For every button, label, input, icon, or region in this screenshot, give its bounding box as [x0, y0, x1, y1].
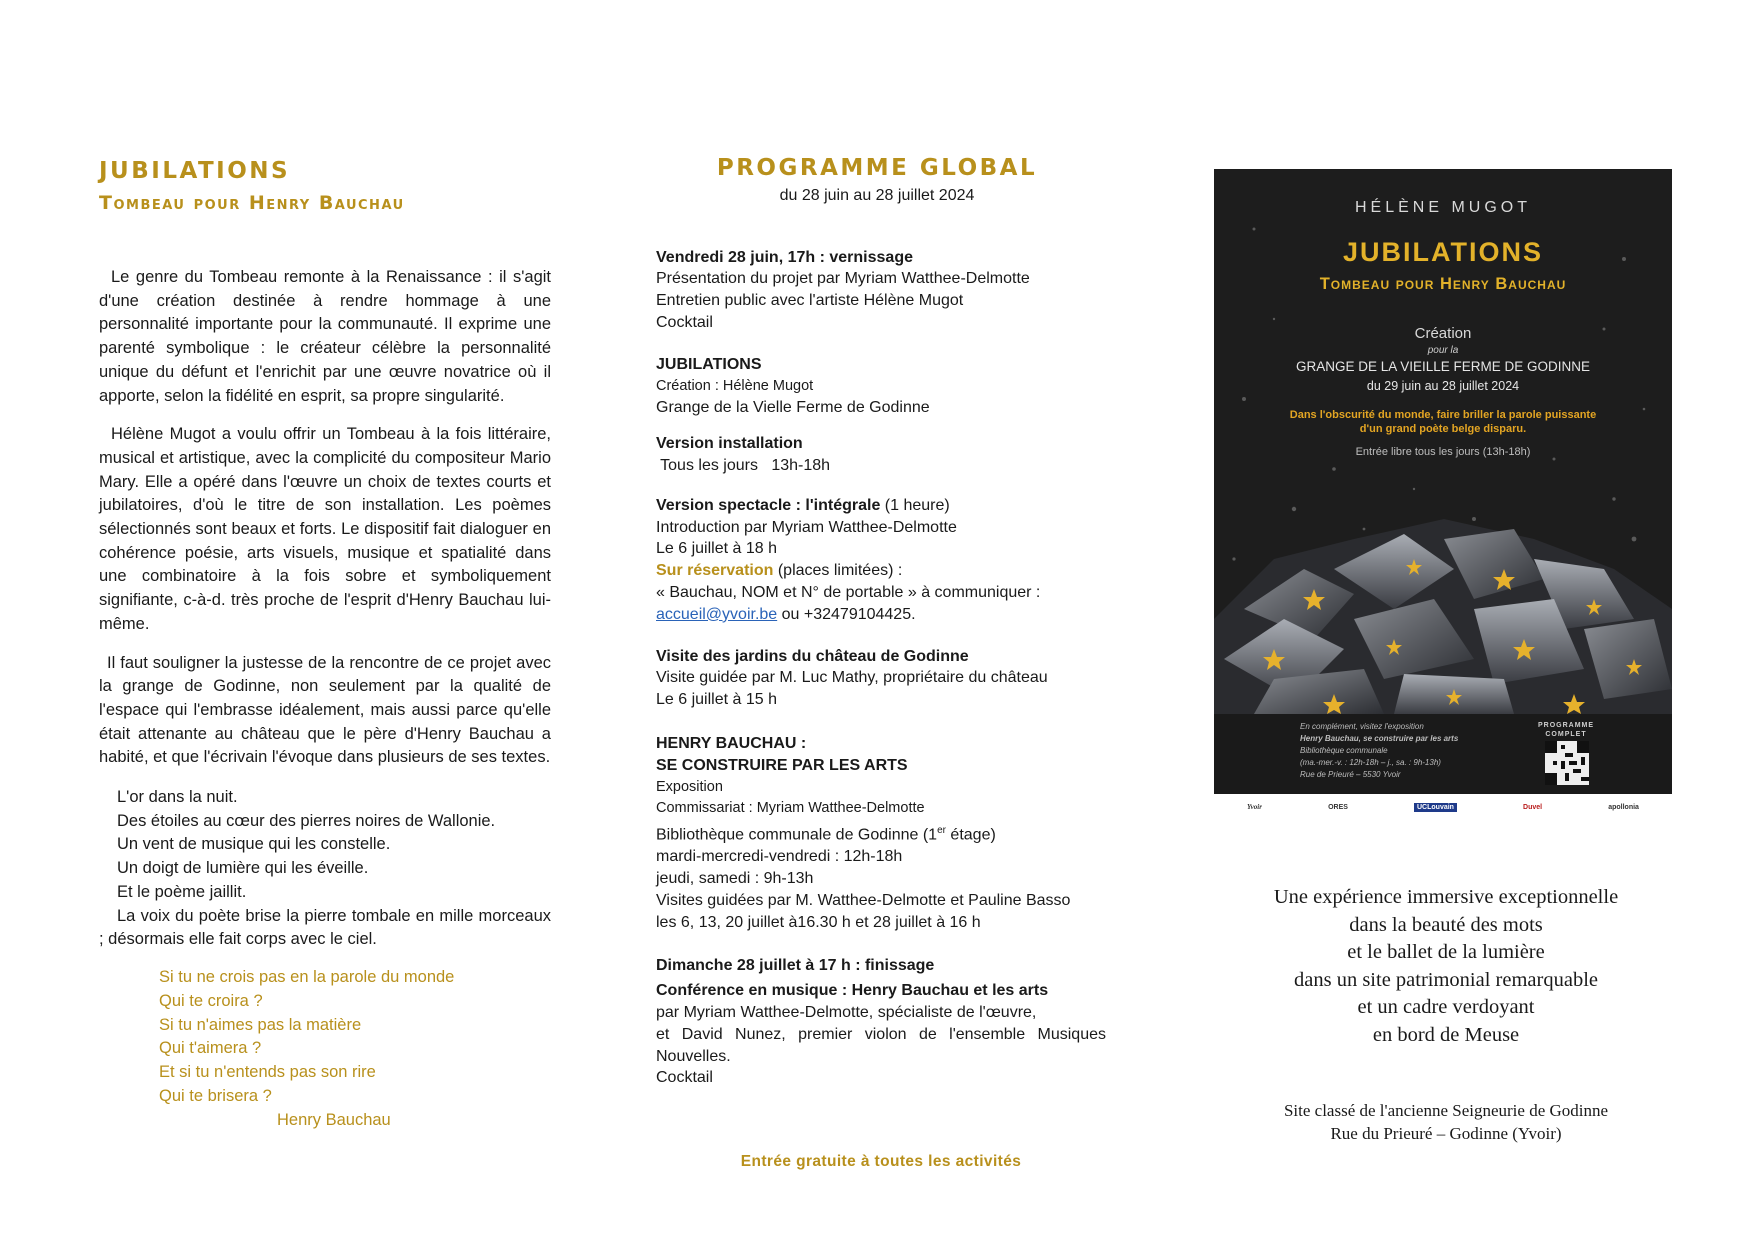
mugot-paragraph: Hélène Mugot a voulu offrir un Tombeau à la fois littéraire, musical et artistique, avec la complicité du compositeur Mario Mary. Elle a opéré dans l'œuvre un choix de textes courts et jubilatoires, d'où le titre de son installation. Les poèmes sélectionnés sont beaux et forts. Le dispositif fait dialoguer en cohérence poésie, arts visuels, musique et spatialité dans une combinatoire à la fois sobre et symboliquement signifiante, c-à-d. très proche de l'esprit d'Henry Bauchau lui-même.: [99, 425, 551, 633]
programme-title: PROGRAMME GLOBAL: [716, 155, 1038, 181]
poem-line: Un vent de musique qui les constelle.: [117, 835, 391, 854]
experience-line: en bord de Meuse: [1372, 1023, 1520, 1046]
block-line: « Bauchau, NOM et N° de portable » à communiquer :: [656, 583, 1041, 601]
poster-author: HÉLÈNE MUGOT: [1354, 199, 1531, 216]
block-heading: SE CONSTRUIRE PAR LES ARTS: [656, 756, 908, 774]
block-heading: Conférence en musique : Henry Bauchau et les arts: [656, 982, 1049, 1000]
poster-grange: GRANGE DE LA VIEILLE FERME DE GODINNE: [1295, 359, 1591, 374]
block-line: Exposition: [656, 778, 723, 795]
block-line: Entretien public avec l'artiste Hélène Mugot: [656, 292, 964, 310]
phone-text: ou +32479104425.: [777, 605, 916, 623]
experience-line: et le ballet de la lumière: [1347, 941, 1545, 964]
poem-line: Des étoiles au cœur des pierres noires de Wallonie.: [117, 811, 496, 830]
lieu-sup: er: [937, 825, 946, 837]
block-line: Commissariat : Myriam Watthee-Delmotte: [656, 800, 925, 817]
bauchau-quote: [99, 966, 551, 1133]
poem-line: L'or dans la nuit.: [117, 788, 238, 807]
footer-line: Rue de Prieuré – 5530 Yvoir: [1300, 770, 1401, 779]
block-line: et David Nunez, premier violon de l'ensemble Musiques Nouvelles.: [656, 1025, 1106, 1065]
block-line: Le 6 juillet à 18 h: [656, 540, 777, 558]
poster-subtitle: Tombeau pour Henry Bauchau: [1319, 275, 1567, 293]
tagline-line: Dans l'obscurité du monde, faire briller la parole puissante: [1289, 409, 1597, 421]
block-line: Le 6 juillet à 15 h: [656, 691, 777, 709]
grange-paragraph: Il faut souligner la justesse de la rencontre de ce projet avec la grange de Godinne, non seulement par la qualité de l'espace qui l'embrasse idéalement, mais aussi parce qu'elle était attenante au château que le père d'Henry Bauchau a habité, et que l'écrivain l'évoque dans plusieurs de ses textes.: [99, 653, 551, 767]
block-heading: JUBILATIONS: [656, 355, 762, 373]
sponsor-logos: [1214, 794, 1672, 820]
block-line: Tous les jours 13h-18h: [656, 456, 831, 474]
programme-header: [648, 155, 1106, 207]
block-line: Visites guidées par M. Watthee-Delmotte et Pauline Basso: [656, 891, 1071, 909]
email-link[interactable]: accueil@yvoir.be: [656, 605, 778, 623]
quote-author: Henry Bauchau: [277, 1110, 391, 1129]
experience-line: Une expérience immersive exceptionnelle: [1273, 886, 1619, 908]
qr-code-icon[interactable]: [1545, 741, 1589, 785]
block-heading: Version spectacle : l'intégrale: [656, 496, 881, 514]
experience-line: dans la beauté des mots: [1349, 913, 1543, 936]
logo-uclouvain: UCLouvain: [1414, 803, 1457, 812]
prog-line: COMPLET: [1545, 731, 1587, 738]
stone-pile-image: [1214, 499, 1672, 714]
block-heading: Vendredi 28 juin, 17h : vernissage: [656, 248, 913, 266]
poster-entry: Entrée libre tous les jours (13h-18h): [1355, 446, 1531, 458]
installation-block: [656, 433, 1106, 477]
block-line: mardi-mercredi-vendredi : 12h-18h: [656, 848, 903, 866]
lieu-end: étage): [945, 826, 996, 844]
prog-line: PROGRAMME: [1537, 722, 1595, 729]
logo-yvoir: Yvoir: [1247, 803, 1262, 811]
poster-title: JUBILATIONS: [1342, 237, 1543, 267]
programme-complet-label: [1536, 721, 1596, 739]
footer-line: Henry Bauchau, se construire par les arts: [1300, 734, 1459, 743]
block-line: Présentation du projet par Myriam Watthee-Delmotte: [656, 270, 1030, 288]
jardins-block: [656, 646, 1106, 711]
quote-line: Si tu ne crois pas en la parole du monde: [159, 967, 455, 986]
site-line: Site classé de l'ancienne Seigneurie de Godinne: [1283, 1101, 1609, 1120]
finissage-block: [656, 955, 1106, 1089]
block-line: Cocktail: [656, 1069, 713, 1087]
block-line: jeudi, samedi : 9h-13h: [656, 870, 814, 888]
vernissage-block: [656, 247, 1106, 334]
block-heading: HENRY BAUCHAU :: [656, 734, 807, 752]
block-heading: Visite des jardins du château de Godinne: [656, 647, 969, 665]
logo-duvel: Duvel: [1523, 803, 1543, 811]
jubilations-title: JUBILATIONS: [99, 158, 291, 184]
poem-line: Et le poème jaillit.: [117, 882, 247, 901]
quote-line: Si tu n'aimes pas la matière: [159, 1015, 362, 1034]
quote-line: Qui te croira ?: [159, 991, 263, 1010]
experience-line: dans un site patrimonial remarquable: [1294, 968, 1598, 991]
block-line: Création : Hélène Mugot: [656, 377, 814, 394]
spectacle-block: [656, 495, 1106, 626]
poster-creation: Création: [1414, 325, 1472, 342]
event-poster: [1214, 169, 1672, 794]
lieu-text: Bibliothèque communale de Godinne (1: [656, 826, 938, 844]
block-line: les 6, 13, 20 juillet à16.30 h et 28 juillet à 16 h: [656, 913, 981, 931]
block-line: [656, 820, 1106, 846]
block-heading-suffix: (1 heure): [880, 496, 950, 514]
logo-ores: ORES: [1328, 803, 1348, 811]
footer-line: (ma.-mer.-v. : 12h-18h – j., sa. : 9h-13h): [1300, 758, 1441, 767]
poster-pourla: pour la: [1427, 345, 1459, 356]
block-heading: Version installation: [656, 435, 803, 453]
poem-line: La voix du poète brise la pierre tombale en mille morceaux ; désormais elle fait corps avec le ciel.: [99, 906, 551, 949]
poem: [99, 786, 551, 952]
experience-text: [1196, 884, 1696, 1050]
block-line: par Myriam Watthee-Delmotte, spécialiste de l'œuvre,: [656, 1004, 1037, 1022]
quote-line: Qui te brisera ?: [159, 1086, 272, 1105]
logo-apollonia: apollonia: [1608, 803, 1639, 811]
poster-tagline: [1254, 408, 1632, 436]
site-address: [1196, 1099, 1696, 1145]
tagline-line: d'un grand poète belge disparu.: [1359, 423, 1527, 435]
programme-column: [656, 155, 1106, 1089]
poem-line: Un doigt de lumière qui les éveille.: [117, 859, 369, 878]
programme-dates: du 28 juin au 28 juillet 2024: [779, 186, 975, 204]
block-line: Cocktail: [656, 313, 713, 331]
experience-line: et un cadre verdoyant: [1357, 996, 1535, 1019]
intro-paragraph: Le genre du Tombeau remonte à la Renaissance : il s'agit d'une création destinée à rendre hommage à une personnalité importante pour la communauté. Il exprime une parenté symbolique : le créateur célèbre la personnalité unique du défunt et l'enrichit par une œuvre novatrice où il apporte, selon la fidélité en esprit, sa propre singularité.: [99, 268, 551, 405]
footer-line: En complément, visitez l'exposition: [1300, 722, 1424, 731]
jubilations-subtitle: Tombeau pour Henry Bauchau: [99, 192, 405, 214]
jubilations-block: [656, 354, 1106, 419]
block-line: Introduction par Myriam Watthee-Delmotte: [656, 518, 957, 536]
block-line: Grange de la Vielle Ferme de Godinne: [656, 399, 930, 417]
site-line: Rue du Prieuré – Godinne (Yvoir): [1330, 1124, 1562, 1143]
free-entry-note: Entrée gratuite à toutes les activités: [740, 1153, 1022, 1170]
poster-dates: du 29 juin au 28 juillet 2024: [1366, 379, 1520, 393]
exposition-block: [656, 733, 1106, 934]
footer-line: Bibliothèque communale: [1300, 746, 1388, 755]
reservation-suffix: (places limitées) :: [773, 562, 903, 580]
poster-footer-info: [1300, 721, 1520, 781]
reservation-label: Sur réservation: [656, 562, 774, 580]
left-column: [99, 158, 551, 1133]
quote-line: Qui t'aimera ?: [159, 1039, 262, 1058]
quote-line: Et si tu n'entends pas son rire: [159, 1063, 376, 1082]
block-heading: Dimanche 28 juillet à 17 h : finissage: [656, 957, 935, 975]
block-line: Visite guidée par M. Luc Mathy, propriétaire du château: [656, 669, 1048, 687]
